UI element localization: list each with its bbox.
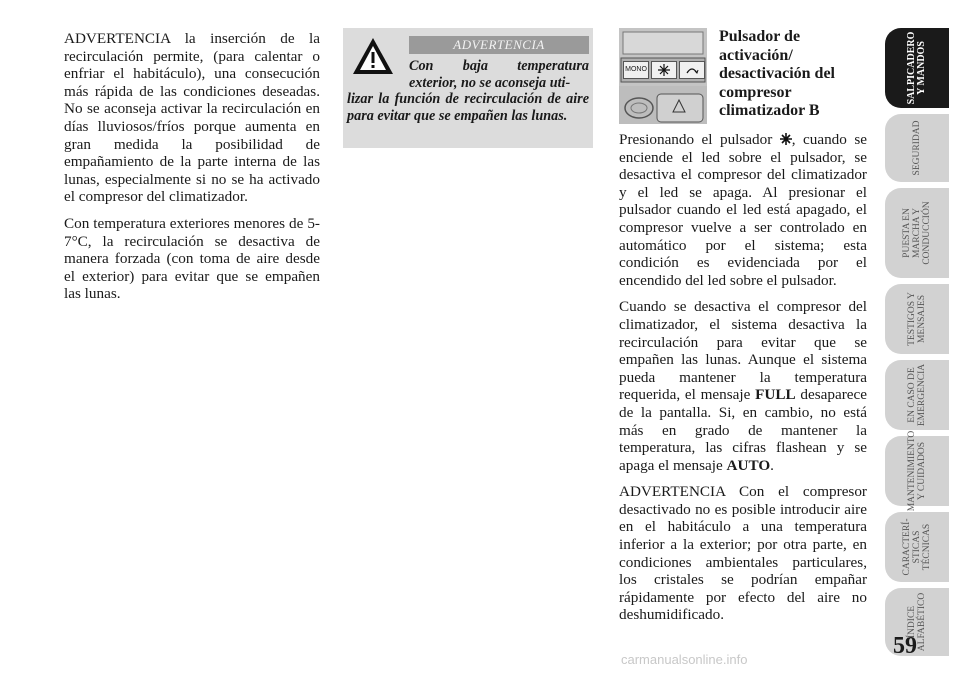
text-column-right bbox=[619, 131, 867, 633]
tab-label: SALPICADERO bbox=[906, 31, 917, 105]
page-number: 59 bbox=[893, 633, 917, 659]
tab-puesta-en-marcha[interactable] bbox=[885, 188, 949, 278]
tab-label: EN CASO DE bbox=[907, 367, 917, 423]
text-fragment: Presionando el pulsador bbox=[619, 131, 780, 148]
tab-label: TESTIGOS Y bbox=[907, 292, 917, 346]
climate-control-illustration bbox=[619, 28, 707, 124]
tab-label: SEGURIDAD bbox=[912, 120, 922, 176]
tab-label: EMERGENCIA bbox=[917, 363, 927, 427]
tab-testigos[interactable] bbox=[885, 284, 949, 354]
paragraph-compressor-deactivated bbox=[619, 298, 867, 474]
text-fragment: . bbox=[770, 456, 774, 474]
snowflake-icon bbox=[658, 64, 670, 76]
warning-banner: ADVERTENCIA bbox=[409, 36, 589, 54]
tab-label: MANTENIMIENTO bbox=[907, 430, 917, 512]
paragraph-low-temperature: Con temperatura exteriores menores de 5-7°C, la recirculación se desactiva de manera forzada (con toma de aire desde el exterior) para evitar que se empañen las lunas. bbox=[64, 214, 320, 303]
tab-emergencia[interactable] bbox=[885, 360, 949, 430]
paragraph-compressor-button bbox=[619, 131, 867, 289]
tab-label: CONDUCCIÓN bbox=[922, 201, 932, 265]
recirculation-icon bbox=[685, 65, 699, 75]
tab-caracteristicas[interactable] bbox=[885, 512, 949, 582]
tab-label: STICAS bbox=[912, 530, 922, 564]
tab-mantenimiento[interactable] bbox=[885, 430, 949, 512]
watermark: carmanualsonline.info bbox=[621, 652, 748, 667]
warning-box bbox=[343, 28, 593, 148]
text-fragment: , cuando se enciende el led sobre el pulsador, se desactiva el compresor del climatizador y el led se apaga. Al presionar el pulsador cuando el led está apagado, el compresor vuelve a ser controlado en automático por el sistema; esta condición es evidenciada por el encendido del led sobre el pulsador. bbox=[619, 131, 867, 289]
message-full: FULL bbox=[755, 386, 796, 404]
warning-text-rest: lizar la función de recirculación de aire para evitar que se empañen las lunas. bbox=[347, 91, 589, 124]
tab-label: ÍNDICE bbox=[907, 605, 917, 639]
tab-label: MENSAJES bbox=[917, 294, 927, 344]
tab-label: CARACTERÍ- bbox=[902, 518, 912, 576]
tab-label: Y MANDOS bbox=[916, 41, 927, 95]
paragraph-compressor-warning: ADVERTENCIA Con el compresor desactivado no es posible introducir aire en el habitáculo a una temperatura inferior a la exterior; por otra parte, en condiciones ambientales particulares, los cristales se podrían empañar rápidamente por efecto del aire no deshumidificado. bbox=[619, 483, 867, 624]
text-column-left bbox=[64, 30, 320, 312]
compressor-button bbox=[651, 61, 677, 79]
tab-seguridad[interactable] bbox=[885, 114, 949, 182]
tab-label: PUESTA EN bbox=[902, 208, 912, 258]
message-auto: AUTO bbox=[726, 456, 771, 474]
tab-label: MARCHA Y bbox=[912, 207, 922, 259]
paragraph-recirculation-warning: ADVERTENCIA la inserción de la recirculación permite, (para calentar o enfriar el habitáculo), una consecución más rápida de las condiciones deseadas. No se aconseja activar la recirculación en días lluviosos/fríos porque aumenta en gran medida la posibilidad de empañamiento de la parte interna de las lunas, especialmente si no se ha activado el compresor del climatizador. bbox=[64, 30, 320, 206]
tab-label: TÉCNICAS bbox=[922, 523, 932, 571]
warning-text-first: Con baja temperatura exterior, no se aconseja uti- bbox=[409, 58, 589, 91]
tab-label: ALFABÉTICO bbox=[917, 592, 927, 652]
text-fragment: Cuando se desactiva el compresor del climatizador, el sistema desactiva la recirculación para evitar que se empañen las lunas. Aunque el sistema pueda mantener la temperatura requerida, el mensaje bbox=[619, 298, 867, 404]
tab-label: Y CUIDADOS bbox=[917, 442, 927, 500]
tab-salpicadero[interactable] bbox=[885, 28, 949, 108]
mono-button-label: MONO bbox=[623, 61, 649, 79]
warning-text bbox=[347, 58, 589, 124]
snowflake-icon bbox=[780, 133, 792, 145]
recirculation-button bbox=[679, 61, 705, 79]
text-fragment: desaparece de la pantalla. Si, en cambio, no está más en grado de mantener la temperatura, las cifras flashean y se apaga el mensaje bbox=[619, 386, 867, 474]
section-heading: Pulsador de activación/ desactivación del compresor climatizador B bbox=[719, 28, 835, 119]
